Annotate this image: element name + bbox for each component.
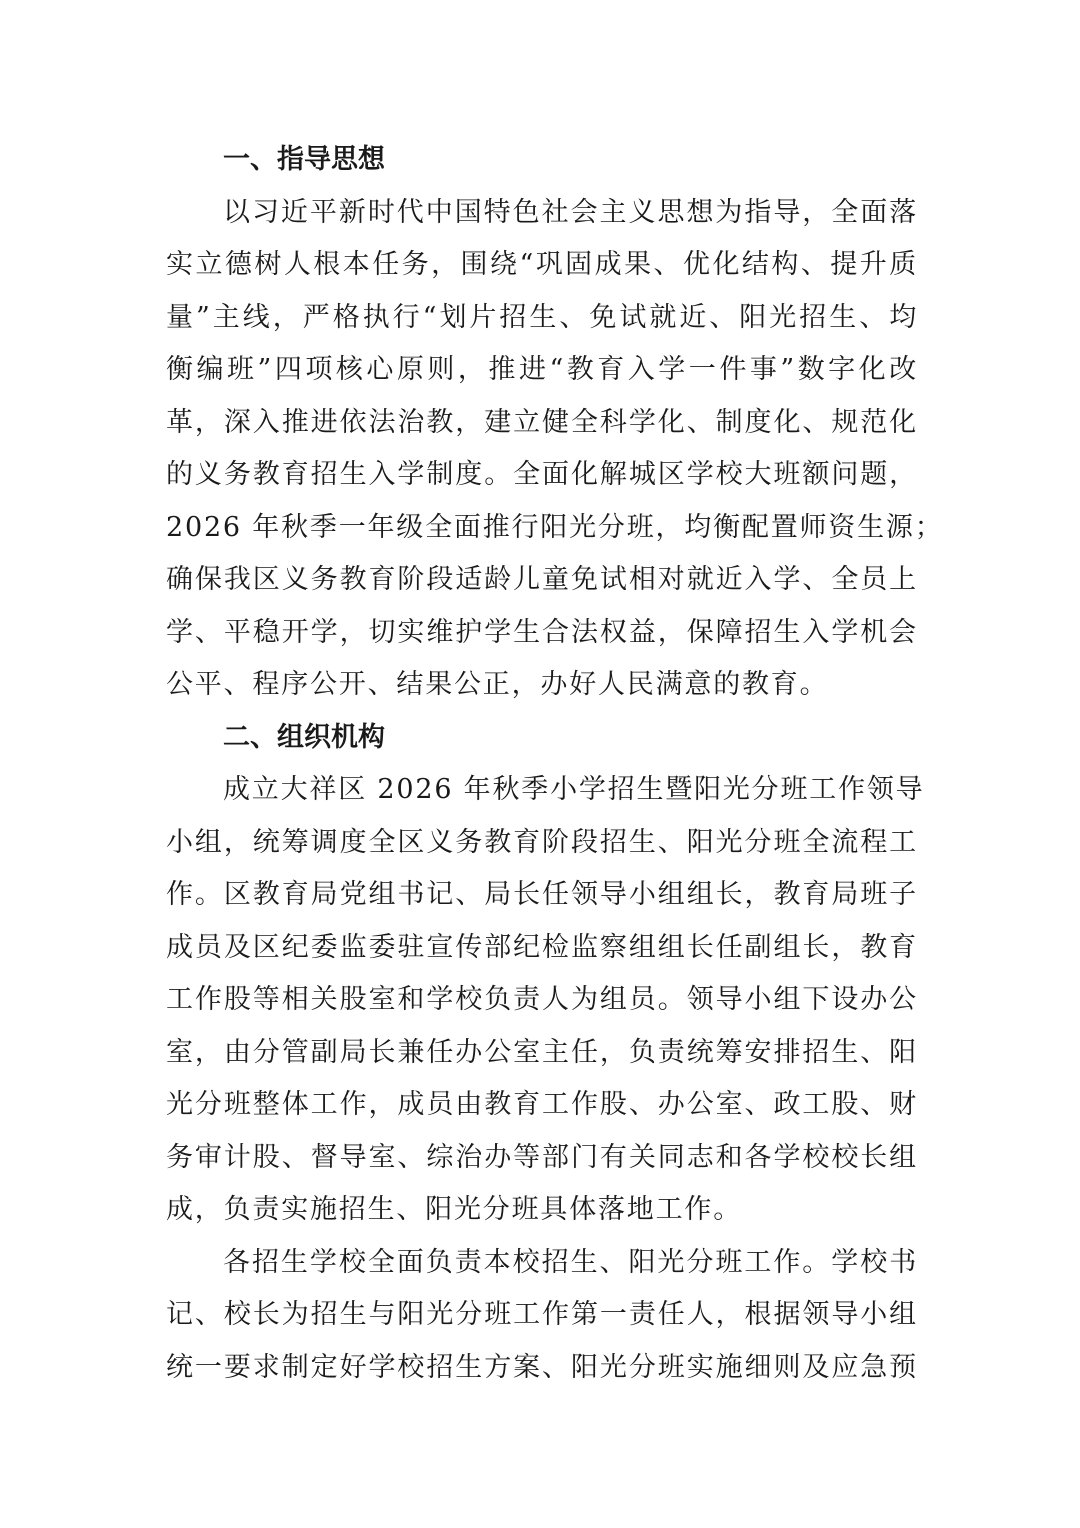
paragraph-line: 量”主线，严格执行“划片招生、免试就近、阳光招生、均: [166, 301, 918, 333]
paragraph-line: 记、校长为招生与阳光分班工作第一责任人，根据领导小组: [166, 1299, 918, 1330]
paragraph-line: 工作股等相关股室和学校负责人为组员。领导小组下设办公: [166, 984, 918, 1015]
paragraph-line: 2026 年秋季一年级全面推行阳光分班，均衡配置师资生源；: [166, 511, 944, 543]
paragraph-line: 学、平稳开学，切实维护学生合法权益，保障招生入学机会: [166, 616, 918, 648]
paragraph-line: 确保我区义务教育阶段适龄儿童免试相对就近入学、全员上: [166, 564, 918, 595]
paragraph-guiding-ideology: [166, 187, 944, 712]
paragraph-line: 小组，统筹调度全区义务教育阶段招生、阳光分班全流程工: [166, 826, 918, 858]
paragraph-line: 成立大祥区 2026 年秋季小学招生暨阳光分班工作领导: [223, 774, 925, 805]
paragraph-line: 统一要求制定好学校招生方案、阳光分班实施细则及应急预: [166, 1351, 918, 1383]
paragraph-line: 成，负责实施招生、阳光分班具体落地工作。: [166, 1194, 742, 1225]
paragraph-line: 光分班整体工作，成员由教育工作股、办公室、政工股、财: [166, 1089, 918, 1120]
paragraph-line: 的义务教育招生入学制度。全面化解城区学校大班额问题，: [166, 459, 918, 490]
paragraph-line: 室，由分管副局长兼任办公室主任，负责统筹安排招生、阳: [166, 1036, 918, 1068]
paragraph-line: 务审计股、督导室、综治办等部门有关同志和各学校校长组: [166, 1141, 918, 1173]
paragraph-line: 成员及区纪委监委驻宣传部纪检监察组组长任副组长，教育: [166, 931, 918, 963]
paragraph-line: 作。区教育局党组书记、局长任领导小组组长，教育局班子: [166, 879, 918, 910]
paragraph-line: 革，深入推进依法治教，建立健全科学化、制度化、规范化: [166, 406, 918, 438]
paragraph-line: 以习近平新时代中国特色社会主义思想为指导，全面落: [223, 196, 918, 228]
section-heading-organization: 二、组织机构: [223, 721, 385, 753]
paragraph-school-responsibility: [166, 1237, 918, 1395]
paragraph-line: 公平、程序公开、结果公正，办好人民满意的教育。: [166, 669, 829, 700]
paragraph-organization-leadership: [166, 764, 925, 1237]
paragraph-line: 衡编班”四项核心原则，推进“教育入学一件事”数字化改: [166, 354, 918, 385]
document-body: [166, 134, 944, 1394]
paragraph-line: 各招生学校全面负责本校招生、阳光分班工作。学校书: [223, 1246, 918, 1278]
paragraph-line: 实立德树人根本任务，围绕“巩固成果、优化结构、提升质: [166, 249, 918, 280]
section-heading-guiding-ideology: 一、指导思想: [223, 144, 385, 175]
